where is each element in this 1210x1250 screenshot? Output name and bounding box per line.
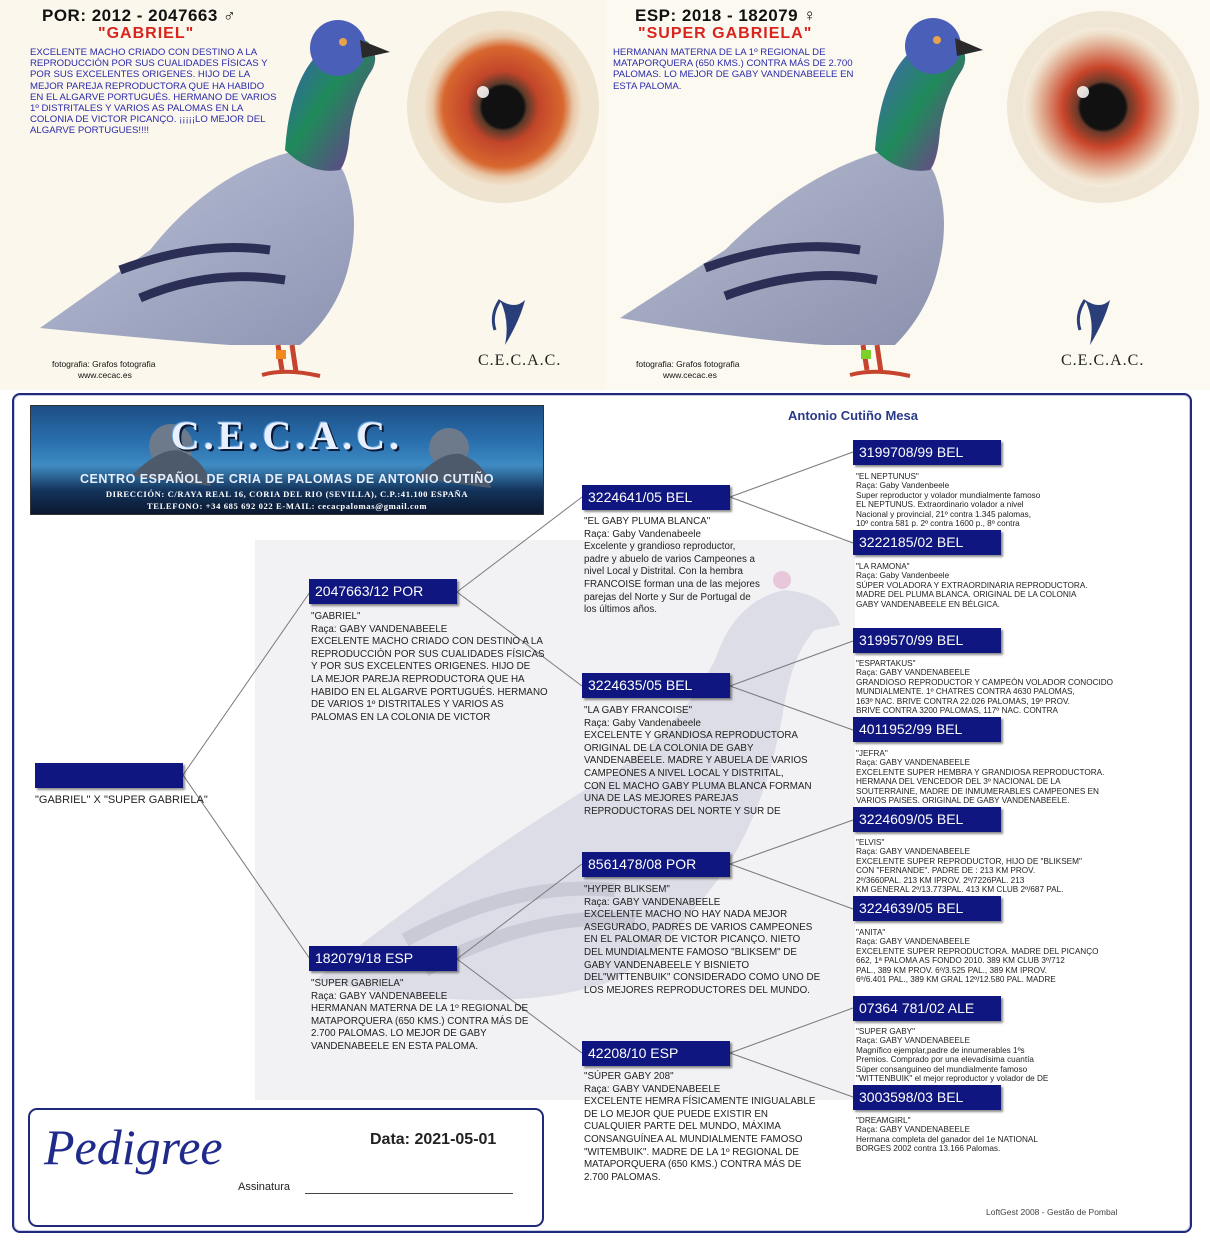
great-grandparent-notes-3: "ESPARTAKUS" Raça: GABY VANDENABEELE GRANDIOSO REPRODUCTOR Y CAMPEÓN VOLADOR CONOCIDO MUNDIALMENTE. 1º CHATRES CONTRA 4630 PALOMAS, 163º NAC. BRIVE CONTRA 22.026 PALOMAS, 19º PROV. BRIVE CONTRA 3200 PALOMAS, 117º NAC. CONTRA [856,659,1114,716]
grandparent-box-1[interactable]: 3224641/05 BEL [582,485,730,510]
right-logo-text: C.E.C.A.C. [1061,352,1145,369]
grandparent-box-2[interactable]: 3224635/05 BEL [582,673,730,698]
subject-box[interactable] [35,763,183,788]
subject-caption: "GABRIEL" X "SUPER GABRIELA" [35,794,208,806]
great-grandparent-notes-4: "JEFRA" Raça: GABY VANDENABEELE EXCELENTE SUPER HEMBRA Y GRANDIOSA REPRODUCTORA. HERMANA DEL VENCEDOR DEL 3º NACIONAL DE LA SOUTERRAINE, MADRE DE INMUMERABLES CAMPEONES EN VARIOS PAISES. ORIGINAL DE GABY VANDENABEELE. [856,749,1105,806]
banner-title: C.E.C.A.C. [170,413,404,458]
great-grandparent-box-8[interactable]: 3003598/03 BEL [853,1085,1001,1110]
right-pigeon-name: "SUPER GABRIELA" [638,25,813,42]
grandparent-notes-3: "HYPER BLIKSEM" Raça: GABY VANDENABEELE EXCELENTE MACHO NO HAY NADA MEJOR ASEGURADO, PADRES DE VARIOS CAMPEONES EN EL PALOMAR DE VICTOR PICANÇO. NIETO DEL MUNDIALMENTE FAMOSO "BLIKSEM" DE GABY VANDENABEELE Y BISNIETO DEL"WITTENBUIK" CONSIDERADO COMO UNO DE LOS MEJORES REPRODUCTORES DEL MUNDO. [584,884,821,996]
parent-box-sire[interactable]: 2047663/12 POR [309,579,457,604]
great-grandparent-notes-7: "SUPER GABY" Raça: GABY VANDENABEELE Magnífico ejemplar,padre de innumerables 1ºs Premios. Comprado por una elevadísima cuantía Súper consanguineo del mundialmente famoso "WITTENBUIK" el mejor reproductor y volador de DE [856,1027,1049,1084]
great-grandparent-notes-5: "ELVIS" Raça: GABY VANDENABEELE EXCELENTE SUPER REPRODUCTOR, HIJO DE "BLIKSEM" CON "FERNANDE". PADRE DE : 213 KM PROV. 2º/3660PAL. 213 KM IPROV. 2º/7226PAL. 213 KM GENERAL 2º/13.773PAL. 413 KM CLUB 2º/687 PAL. [856,838,1082,895]
grandparent-notes-2: "LA GABY FRANCOISE" Raça: Gaby Vandenabeele EXCELENTE Y GRANDIOSA REPRODUCTORA ORIGINAL DE LA COLONIA DE GABY VANDENABEELE. MADRE Y ABUELA DE VARIOS CAMPEONES A NIVEL LOCAL Y DISTRITAL, CON EL MACHO GABY PLUMA BLANCA FORMAN UNA DE LAS MEJORES PAREJAS REPRODUCTORAS DEL NORTE Y SUR DE [584,705,812,817]
great-grandparent-notes-1: "EL NEPTUNUS" Raça: Gaby Vandenbeele Super reproductor y volador mundialmente famoso EL NEPTUNUS. Extraordinario volador a nivel Nacional y provincial, 21º contra 1.345 palomas, 10º contra 581 p. 2º contra 1600 p., 8º contra [856,472,1041,529]
pedigree-script-title: Pedigree [44,1119,223,1175]
grandparent-box-3[interactable]: 8561478/08 POR [582,852,730,877]
left-pigeon-name: "GABRIEL" [98,25,195,42]
grandparent-notes-1: "EL GABY PLUMA BLANCA" Raça: Gaby Vandenabeele Excelente y grandioso reproductor, padre y abuelo de varios Campeones a nivel Local y Distrital. Con la hembra FRANCOISE forman una de las mejores parejas del Norte y Sur de Portugal de los últimos años. [584,516,760,616]
great-grandparent-box-5[interactable]: 3224609/05 BEL [853,807,1001,832]
great-grandparent-box-1[interactable]: 3199708/99 BEL [853,440,1001,465]
parent-notes-sire: "GABRIEL" Raça: GABY VANDENABEELE EXCELENTE MACHO CRIADO CON DESTINO A LA REPRODUCCIÓN POR SUS CUALIDADES FÍSICAS Y POR SUS EXCELENTES ORIGENES. HIJO DE LA MEJOR PAREJA REPRODUCTORA QUE HA HABIDO EN EL ALGARVE PORTUGUÉS. HERMANO DE VARIOS 1º DISTRITALES Y VARIOS AS PALOMAS EN LA COLONIA DE VICTOR [311,611,548,723]
parent-notes-dam: "SUPER GABRIELA" Raça: GABY VANDENABEELE HERMANAN MATERNA DE LA 1º REGIONAL DE MATAPORQUERA (650 KMS.) CONTRA MÁS DE 2.700 PALOMAS. LO MEJOR DE GABY VANDENABEELE EN ESTA PALOMA. [311,978,529,1052]
left-website: www.cecac.es [78,370,132,380]
left-description: EXCELENTE MACHO CRIADO CON DESTINO A LA REPRODUCCIÓN POR SUS CUALIDADES FÍSICAS Y POR SUS EXCELENTES ORIGENES. HIJO DE LA MEJOR PAREJA REPRODUCTORA QUE HA HABIDO EN EL ALGARVE PORTUGUÉS. HERMANO DE VARIOS 1º DISTRITALES Y VARIOS AS PALOMAS EN LA COLONIA DE VICTOR PICANÇO. ¡¡¡¡¡LO MEJOR DEL ALGARVE PORTUGUES!!!! [30,47,277,137]
great-grandparent-box-3[interactable]: 3199570/99 BEL [853,628,1001,653]
date-field [370,1131,496,1149]
great-grandparent-box-7[interactable]: 07364 781/02 ALE [853,996,1001,1021]
signature-line[interactable] [305,1193,513,1194]
grandparent-box-4[interactable]: 42208/10 ESP [582,1041,730,1066]
software-footer: LoftGest 2008 - Gestão de Pombal [986,1207,1118,1217]
great-grandparent-box-2[interactable]: 3222185/02 BEL [853,530,1001,555]
banner-subtitle: CENTRO ESPAÑOL DE CRIA DE PALOMAS DE ANTONIO CUTIÑO [80,472,494,486]
right-website: www.cecac.es [663,370,717,380]
great-grandparent-notes-6: "ANITA" Raça: GABY VANDENABEELE EXCELENTE SUPER REPRODUCTORA. MADRE DEL PICANÇO 662, 1ª PALOMA AS FONDO 2010. 389 KM CLUB 3º/712 PAL., 389 KM PROV. 6º/3.525 PAL., 389 KM IPROV. 6º/6.401 PAL., 389 KM GRAL 12º/12.580 PAL. MADRE [856,928,1099,985]
left-photo-credit: fotografia: Grafos fotografia [52,359,156,369]
great-grandparent-box-6[interactable]: 3224639/05 BEL [853,896,1001,921]
banner-address: DIRECCIÓN: C/RAYA REAL 16, CORIA DEL RIO (SEVILLA), C.P.:41.100 ESPAÑA [105,489,469,499]
left-ring-title: POR: 2012 - 2047663 ♂ [42,6,237,25]
left-logo-text: C.E.C.A.C. [478,352,562,369]
right-photo-credit: fotografia: Grafos fotografia [636,359,740,369]
signature-label: Assinatura [238,1181,290,1193]
banner-phone: TELEFONO: +34 685 692 022 E-MAIL: cecacpalomas@gmail.com [146,501,428,511]
date-label: Data: [370,1131,411,1148]
date-value: 2021-05-01 [414,1131,497,1148]
great-grandparent-box-4[interactable]: 4011952/99 BEL [853,717,1001,742]
great-grandparent-notes-8: "DREAMGIRL" Raça: GABY VANDENABEELE Hermana completa del ganador del 1e NATIONAL BORGES 2002 contra 13.166 Palomas. [856,1116,1038,1154]
right-description: HERMANAN MATERNA DE LA 1º REGIONAL DE MATAPORQUERA (650 KMS.) CONTRA MÁS DE 2.700 PALOMAS. LO MEJOR DE GABY VANDENABEELE EN ESTA PALOMA. [613,47,854,92]
parent-box-dam[interactable]: 182079/18 ESP [309,946,457,971]
great-grandparent-notes-2: "LA RAMONA" Raça: Gaby Vandenbeele SÚPER VOLADORA Y EXTRAORDINARIA REPRODUCTORA. MADRE DEL PLUMA BLANCA. ORIGINAL DE LA COLONIA GABY VANDENABEELE EN BÉLGICA. [856,562,1088,609]
grandparent-notes-4: "SÚPER GABY 208" Raça: GABY VANDENABEELE EXCELENTE HEMRA FÍSICAMENTE INIGUALABLE DE LO MEJOR QUE PUEDE EXISTIR EN CUALQUIER PARTE DEL MUNDO, MÁXIMA CONSANGUÍNEA AL MUNDIALMENTE FAMOSO "WITEMBUIK". MADRE DE LA 1º REGIONAL DE MATAPORQUERA (650 KMS.) CONTRA MÁS DE 2.700 PALOMAS. [584,1071,816,1183]
owner-name: Antonio Cutiño Mesa [788,408,918,423]
right-ring-title: ESP: 2018 - 182079 ♀ [635,6,817,25]
